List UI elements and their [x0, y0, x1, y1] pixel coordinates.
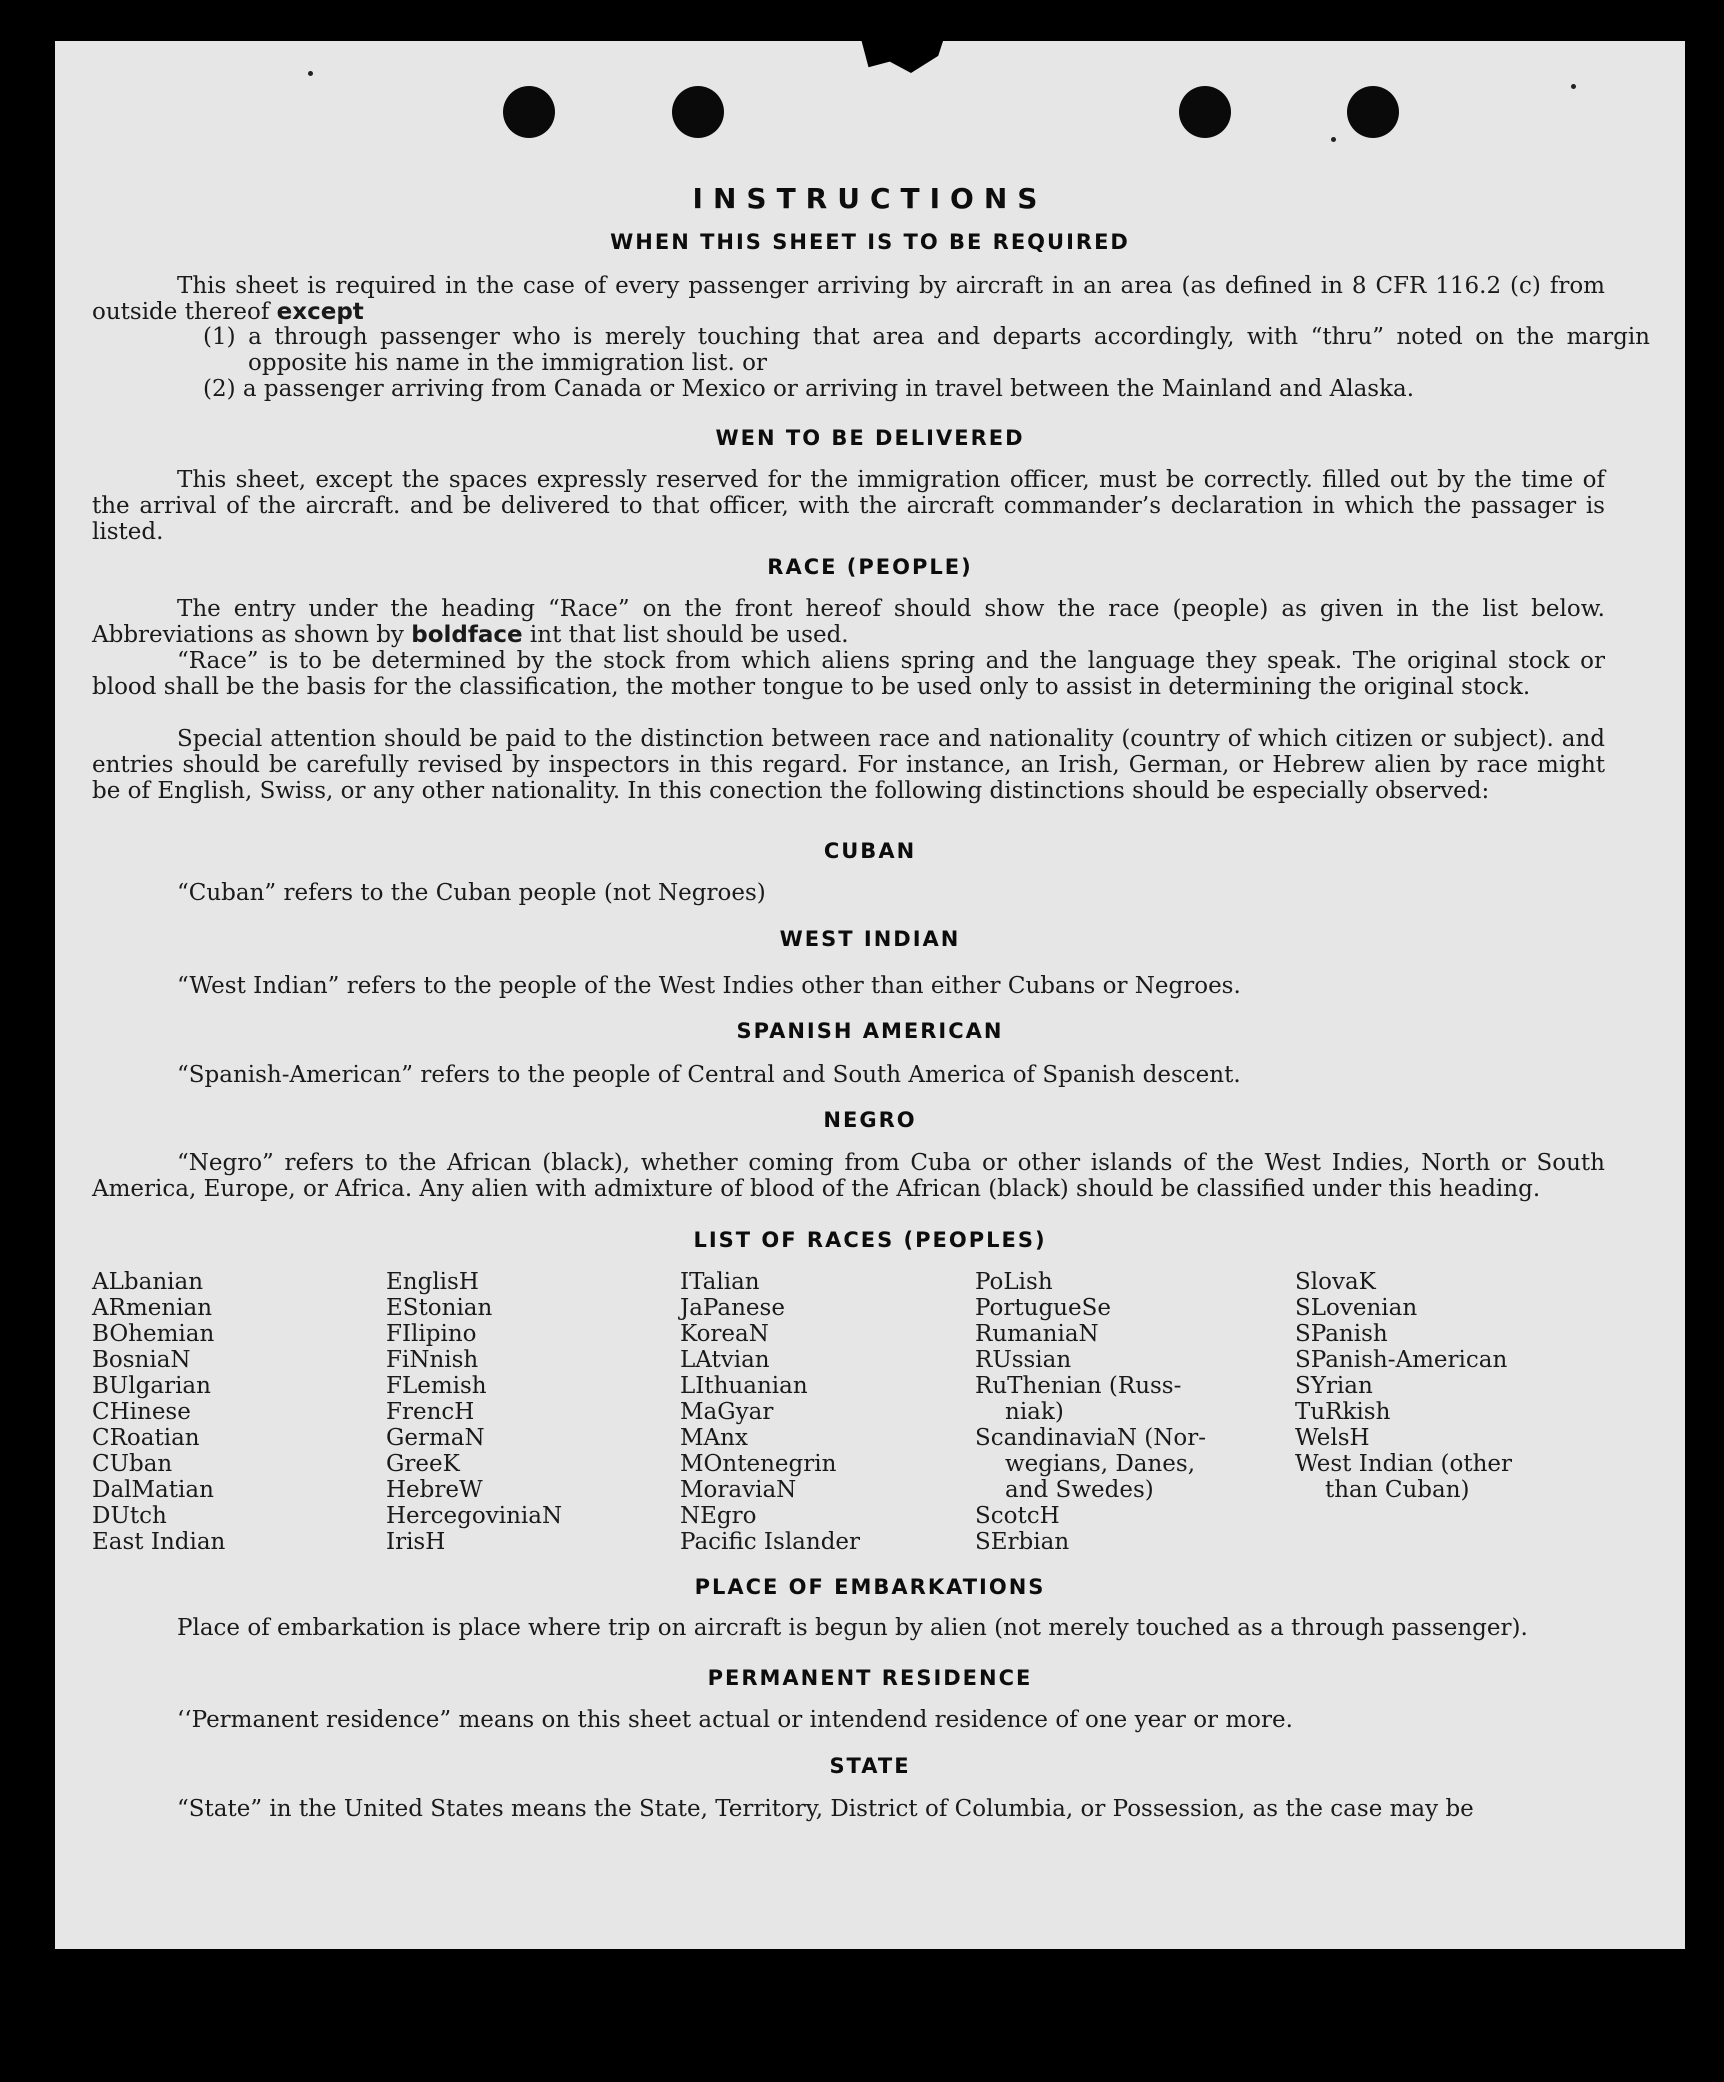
section-heading: NEGRO	[823, 1108, 917, 1132]
race-list-item: ARmenian	[92, 1295, 213, 1321]
document-page	[55, 41, 1685, 1949]
section-heading: SPANISH AMERICAN	[736, 1019, 1004, 1043]
race-list-column	[386, 1269, 562, 1555]
race-list-item: SPanish-American	[1295, 1347, 1508, 1373]
race-list-item: TuRkish	[1295, 1399, 1391, 1425]
race-list-item: DalMatian	[92, 1477, 214, 1503]
paragraph: Special attention should be paid to the distinction between race and nationality (country of which citizen or subject). and entries should be carefully revised by inspectors in this regard. For instance, an Irish, German, or Hebrew alien by race might be of English, Swiss, or any other nationality. In this conection the following distinctions should be especially observed:	[92, 726, 1605, 804]
race-list-item: GreeK	[386, 1451, 460, 1477]
punch-hole	[1179, 86, 1231, 138]
race-list-item: FrencH	[386, 1399, 475, 1425]
race-list-item: MAnx	[680, 1425, 748, 1451]
race-list-item: HercegoviniaN	[386, 1503, 563, 1529]
race-list-item: SYrian	[1295, 1373, 1373, 1399]
race-list-item: BOhemian	[92, 1321, 215, 1347]
paragraph: “State” in the United States means the State, Territory, District of Columbia, or Possession, as the case may be	[177, 1796, 1474, 1822]
race-list-item: NEgro	[680, 1503, 757, 1529]
section-heading: STATE	[829, 1754, 911, 1778]
race-list-item: PortugueSe	[975, 1295, 1111, 1321]
paragraph: The entry under the heading “Race” on the front hereof should show the race (people) as given in the list below. Abbreviations as shown by boldface int that list should be used.	[92, 596, 1605, 648]
paragraph: ‘‘Permanent residence” means on this sheet actual or intendend residence of one year or more.	[177, 1707, 1293, 1733]
paragraph: Place of embarkation is place where trip on aircraft is begun by alien (not merely touched as a through passenger).	[177, 1615, 1528, 1641]
section-heading: WEN TO BE DELIVERED	[715, 426, 1025, 450]
race-list-item: IrisH	[386, 1529, 446, 1555]
paragraph: “West Indian” refers to the people of the West Indies other than either Cubans or Negroes.	[177, 973, 1241, 999]
race-list-item: FIlipino	[386, 1321, 477, 1347]
race-list-item: CHinese	[92, 1399, 191, 1425]
race-list-item: ScotcH	[975, 1503, 1060, 1529]
race-list-item: ITalian	[680, 1269, 760, 1295]
speck	[1331, 137, 1336, 142]
race-list-item: RumaniaN	[975, 1321, 1099, 1347]
race-list-item: LAtvian	[680, 1347, 770, 1373]
race-list-item: MOntenegrin	[680, 1451, 837, 1477]
race-list-item: EnglisH	[386, 1269, 479, 1295]
race-list-item: West Indian (other	[1295, 1451, 1513, 1477]
race-list-item: SPanish	[1295, 1321, 1388, 1347]
race-list-item: SlovaK	[1295, 1269, 1376, 1295]
race-list-item: Pacific Islander	[680, 1529, 861, 1555]
race-list-item: CRoatian	[92, 1425, 200, 1451]
race-list-item: SLovenian	[1295, 1295, 1418, 1321]
speck	[308, 71, 313, 76]
section-heading: RACE (PEOPLE)	[767, 555, 973, 579]
race-list-column	[92, 1269, 225, 1555]
section-heading: LIST OF RACES (PEOPLES)	[693, 1228, 1047, 1252]
race-list-item: BosniaN	[92, 1347, 191, 1373]
race-list-item: CUban	[92, 1451, 173, 1477]
race-list-item: DUtch	[92, 1503, 167, 1529]
paragraph: “Cuban” refers to the Cuban people (not Negroes)	[177, 880, 766, 906]
paragraph: This sheet, except the spaces expressly reserved for the immigration officer, must be correctly. filled out by the time of the arrival of the aircraft. and be delivered to that officer, with the aircraft commander’s declaration in which the passager is listed.	[92, 467, 1605, 545]
race-list-item: wegians, Danes,	[1005, 1451, 1196, 1477]
race-list-item: ScandinaviaN (Nor-	[975, 1425, 1206, 1451]
punch-hole	[1347, 86, 1399, 138]
race-list-item: than Cuban)	[1325, 1477, 1470, 1503]
punch-hole	[672, 86, 724, 138]
race-list-item: FLemish	[386, 1373, 487, 1399]
race-list-item: KoreaN	[680, 1321, 769, 1347]
section-heading: PLACE OF EMBARKATIONS	[694, 1575, 1046, 1599]
race-list-item: WelsH	[1295, 1425, 1370, 1451]
race-list-item: SErbian	[975, 1529, 1070, 1555]
race-list-column	[680, 1269, 860, 1555]
race-list-item: PoLish	[975, 1269, 1053, 1295]
paragraph: “Race” is to be determined by the stock from which aliens spring and the language they speak. The original stock or blood shall be the basis for the classification, the mother tongue to be used only to assist in determining the original stock.	[92, 648, 1605, 700]
race-list-item: RuThenian (Russ-	[975, 1373, 1182, 1399]
section-heading: PERMANENT RESIDENCE	[707, 1666, 1033, 1690]
paragraph: “Negro” refers to the African (black), whether coming from Cuba or other islands of the West Indies, North or South America, Europe, or Africa. Any alien with admixture of blood of the African (black) should be classified under this heading.	[92, 1150, 1605, 1202]
list-item: (1) a through passenger who is merely touching that area and departs accordingly, with “thru” noted on the margin opposite his name in the immigration list. or	[203, 324, 1650, 376]
race-list-column	[1295, 1269, 1512, 1503]
race-list-item: niak)	[1005, 1399, 1064, 1425]
paragraph: This sheet is required in the case of every passenger arriving by aircraft in an area (as defined in 8 CFR 116.2 (c) from outside thereof except	[92, 273, 1605, 325]
punch-hole	[503, 86, 555, 138]
paragraph: “Spanish-American” refers to the people of Central and South America of Spanish descent.	[177, 1062, 1241, 1088]
race-list-item: LIthuanian	[680, 1373, 808, 1399]
torn-edge	[860, 35, 945, 73]
race-list-item: ALbanian	[92, 1269, 204, 1295]
race-list-item: East Indian	[92, 1529, 226, 1555]
race-list-item: MoraviaN	[680, 1477, 797, 1503]
race-list-item: and Swedes)	[1005, 1477, 1154, 1503]
page-title: INSTRUCTIONS	[692, 182, 1048, 215]
race-list-item: BUlgarian	[92, 1373, 211, 1399]
section-heading: CUBAN	[823, 839, 917, 863]
race-list-item: JaPanese	[680, 1295, 785, 1321]
speck	[1571, 84, 1576, 89]
race-list-item: RUssian	[975, 1347, 1072, 1373]
section-heading: WHEN THIS SHEET IS TO BE REQUIRED	[610, 230, 1130, 254]
race-list-column	[975, 1269, 1206, 1555]
race-list-item: MaGyar	[680, 1399, 774, 1425]
race-list-item: FiNnish	[386, 1347, 479, 1373]
race-list-item: HebreW	[386, 1477, 483, 1503]
race-list-item: GermaN	[386, 1425, 485, 1451]
race-list-item: EStonian	[386, 1295, 493, 1321]
section-heading: WEST INDIAN	[779, 927, 961, 951]
list-item: (2) a passenger arriving from Canada or Mexico or arriving in travel between the Mainland and Alaska.	[203, 376, 1415, 402]
